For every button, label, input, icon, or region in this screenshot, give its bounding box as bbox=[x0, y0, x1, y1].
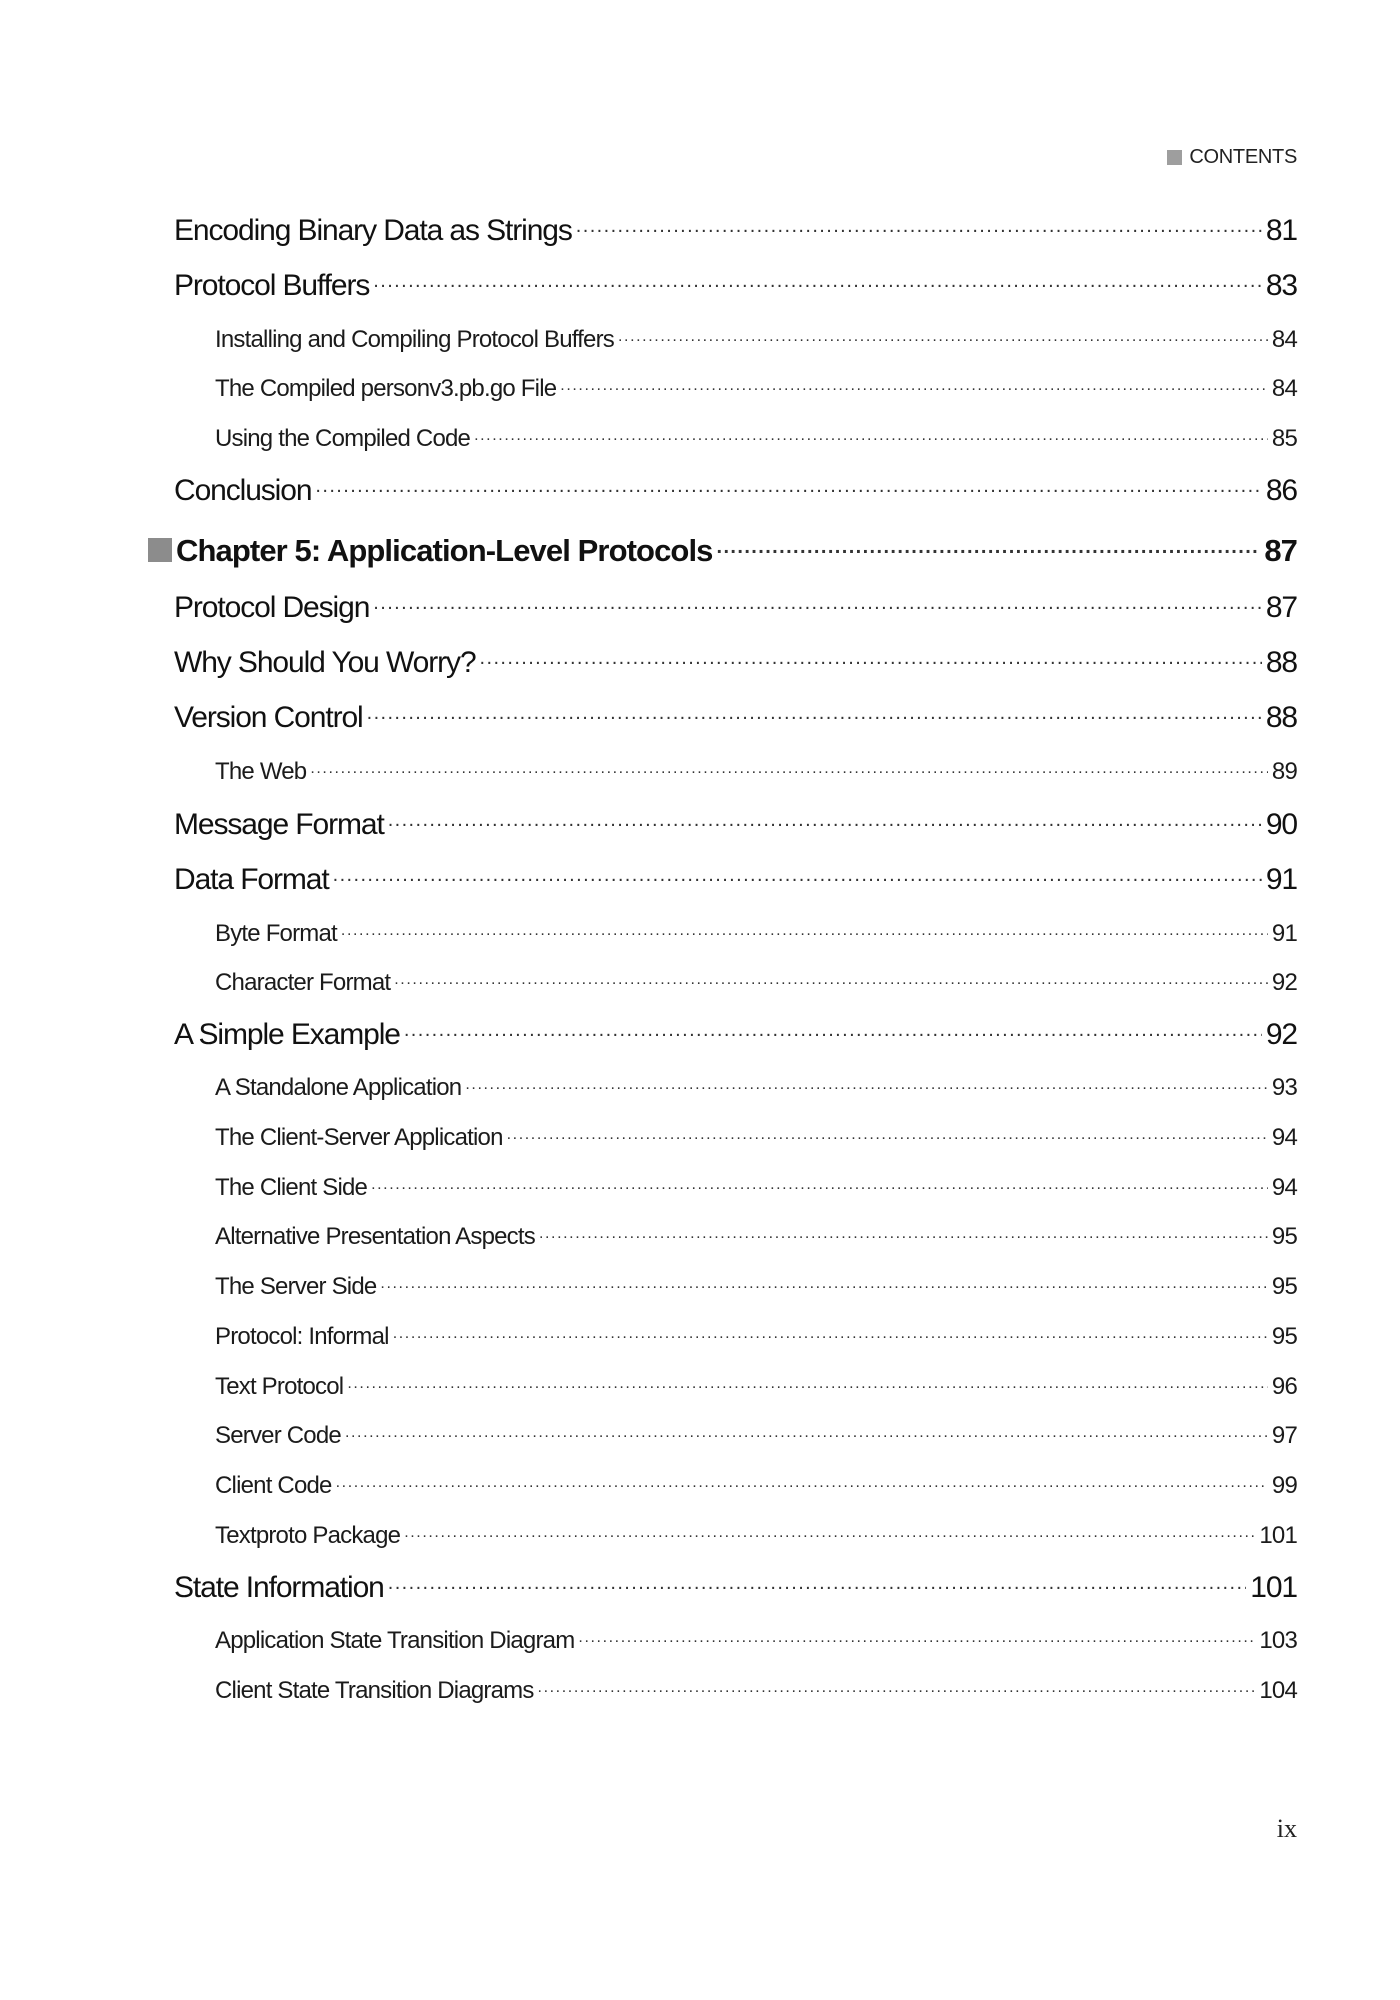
toc-entry-the-web[interactable] bbox=[215, 755, 1297, 786]
toc-entry-title: Encoding Binary Data as Strings bbox=[174, 214, 572, 247]
toc-entry-title: Client Code bbox=[215, 1472, 332, 1499]
dot-leader bbox=[367, 697, 1262, 727]
toc-entry-page: 92 bbox=[1271, 969, 1297, 996]
toc-entry-page: 95 bbox=[1271, 1223, 1297, 1250]
dot-leader bbox=[465, 1071, 1268, 1095]
toc-entry-version-control[interactable] bbox=[174, 697, 1297, 735]
toc-entry-title: The Web bbox=[215, 758, 307, 785]
dot-leader bbox=[371, 1171, 1268, 1195]
toc-entry-title: Alternative Presentation Aspects bbox=[215, 1223, 535, 1250]
toc-entry-page: 83 bbox=[1265, 269, 1297, 302]
dot-leader bbox=[717, 530, 1261, 561]
toc-entry-page: 85 bbox=[1271, 425, 1297, 452]
toc-entry-page: 88 bbox=[1265, 646, 1297, 679]
toc-entry-client-server-application[interactable] bbox=[215, 1121, 1297, 1152]
toc-entry-page: 91 bbox=[1265, 863, 1297, 896]
toc-entry-protocol-informal[interactable] bbox=[215, 1320, 1297, 1351]
toc-entry-title: Message Format bbox=[174, 808, 384, 841]
dot-leader bbox=[388, 1567, 1246, 1597]
toc-entry-title: Conclusion bbox=[174, 474, 312, 507]
toc-entry-chapter-5[interactable] bbox=[148, 530, 1297, 569]
toc-entry-title: The Client-Server Application bbox=[215, 1124, 503, 1151]
toc-entry-title: Text Protocol bbox=[215, 1373, 344, 1400]
dot-leader bbox=[333, 859, 1262, 889]
dot-leader bbox=[393, 1320, 1268, 1344]
toc-entry-title: Application State Transition Diagram bbox=[215, 1627, 575, 1654]
toc-entry-title: Data Format bbox=[174, 863, 329, 896]
header-section-label: CONTENTS bbox=[1189, 146, 1297, 168]
toc-entry-title: The Server Side bbox=[215, 1273, 377, 1300]
dot-leader bbox=[373, 265, 1262, 295]
toc-entry-page: 81 bbox=[1265, 214, 1297, 247]
toc-entry-conclusion[interactable] bbox=[174, 470, 1297, 508]
toc-entry-compiled-file[interactable] bbox=[215, 372, 1297, 403]
toc-entry-title: Client State Transition Diagrams bbox=[215, 1677, 534, 1704]
toc-entry-title: State Information bbox=[174, 1571, 384, 1604]
toc-entry-title: Protocol: Informal bbox=[215, 1323, 389, 1350]
dot-leader bbox=[388, 804, 1262, 834]
toc-entry-page: 96 bbox=[1271, 1373, 1297, 1400]
toc-entry-title: Server Code bbox=[215, 1422, 341, 1449]
toc-entry-title: Version Control bbox=[174, 701, 363, 734]
toc-entry-title: Protocol Buffers bbox=[174, 269, 370, 302]
dot-leader bbox=[538, 1674, 1256, 1698]
toc-entry-title: The Compiled personv3.pb.go File bbox=[215, 375, 557, 402]
toc-entry-title: Protocol Design bbox=[174, 591, 370, 624]
dot-leader bbox=[560, 372, 1268, 396]
dot-leader bbox=[394, 966, 1268, 990]
dot-leader bbox=[345, 1419, 1268, 1443]
toc-entry-title: Using the Compiled Code bbox=[215, 425, 471, 452]
toc-entry-page: 101 bbox=[1259, 1522, 1297, 1549]
toc-entry-why-worry[interactable] bbox=[174, 642, 1297, 680]
toc-entry-simple-example[interactable] bbox=[174, 1014, 1297, 1052]
dot-leader bbox=[618, 323, 1268, 347]
toc-entry-server-side[interactable] bbox=[215, 1270, 1297, 1301]
toc-entry-client-side[interactable] bbox=[215, 1171, 1297, 1202]
toc-entry-text-protocol[interactable] bbox=[215, 1370, 1297, 1401]
toc-entry-title: A Simple Example bbox=[174, 1018, 400, 1051]
toc-entry-page: 103 bbox=[1259, 1627, 1297, 1654]
toc-entry-page: 91 bbox=[1271, 920, 1297, 947]
dot-leader bbox=[341, 917, 1268, 941]
dot-leader bbox=[576, 210, 1262, 240]
dot-leader bbox=[404, 1519, 1255, 1543]
dot-leader bbox=[373, 587, 1262, 617]
toc-entry-title: Chapter 5: Application-Level Protocols bbox=[176, 533, 713, 568]
toc-entry-page: 101 bbox=[1250, 1571, 1297, 1604]
toc-entry-title: Why Should You Worry? bbox=[174, 646, 476, 679]
dot-leader bbox=[380, 1270, 1267, 1294]
toc-entry-application-state-diagram[interactable] bbox=[215, 1624, 1297, 1655]
dot-leader bbox=[480, 642, 1262, 672]
toc-entry-title: Textproto Package bbox=[215, 1522, 401, 1549]
toc-entry-protocol-design[interactable] bbox=[174, 587, 1297, 625]
toc-entry-character-format[interactable] bbox=[215, 966, 1297, 997]
toc-entry-client-code[interactable] bbox=[215, 1469, 1297, 1500]
toc-entry-page: 92 bbox=[1265, 1018, 1297, 1051]
toc-entry-client-state-diagrams[interactable] bbox=[215, 1674, 1297, 1705]
toc-entry-page: 93 bbox=[1271, 1074, 1297, 1101]
toc-entry-title: Byte Format bbox=[215, 920, 337, 947]
toc-entry-page: 90 bbox=[1265, 808, 1297, 841]
toc-entry-page: 95 bbox=[1271, 1323, 1297, 1350]
toc-entry-standalone-application[interactable] bbox=[215, 1071, 1297, 1102]
toc-entry-page: 87 bbox=[1265, 591, 1297, 624]
dot-leader bbox=[336, 1469, 1268, 1493]
toc-entry-server-code[interactable] bbox=[215, 1419, 1297, 1450]
toc-entry-byte-format[interactable] bbox=[215, 917, 1297, 948]
toc-entry-alternative-presentation[interactable] bbox=[215, 1220, 1297, 1251]
page-number: ix bbox=[1276, 1814, 1297, 1843]
toc-entry-message-format[interactable] bbox=[174, 804, 1297, 842]
toc-entry-page: 89 bbox=[1271, 758, 1297, 785]
toc-entry-page: 86 bbox=[1265, 474, 1297, 507]
toc-entry-title: A Standalone Application bbox=[215, 1074, 462, 1101]
dot-leader bbox=[507, 1121, 1268, 1145]
toc-entry-state-information[interactable] bbox=[174, 1567, 1297, 1605]
toc-entry-title: Character Format bbox=[215, 969, 391, 996]
dot-leader bbox=[310, 755, 1268, 779]
toc-entry-using-compiled-code[interactable] bbox=[215, 422, 1297, 453]
running-header bbox=[1167, 146, 1297, 169]
toc-entry-encoding-binary-data[interactable] bbox=[174, 210, 1297, 248]
toc-entry-installing-compiling[interactable] bbox=[215, 323, 1297, 354]
toc-entry-page: 97 bbox=[1271, 1422, 1297, 1449]
dot-leader bbox=[539, 1220, 1268, 1244]
toc-entry-page: 104 bbox=[1259, 1677, 1297, 1704]
chapter-square-icon bbox=[148, 538, 172, 562]
dot-leader bbox=[578, 1624, 1255, 1648]
dot-leader bbox=[315, 470, 1261, 500]
toc-entry-page: 99 bbox=[1271, 1472, 1297, 1499]
dot-leader bbox=[474, 422, 1268, 446]
dot-leader bbox=[404, 1014, 1262, 1044]
toc-entry-page: 94 bbox=[1271, 1174, 1297, 1201]
header-square-icon bbox=[1167, 150, 1182, 165]
toc-entry-data-format[interactable] bbox=[174, 859, 1297, 897]
toc-entry-textproto-package[interactable] bbox=[215, 1519, 1297, 1550]
toc-entry-page: 88 bbox=[1265, 701, 1297, 734]
toc-entry-title: Installing and Compiling Protocol Buffers bbox=[215, 326, 614, 353]
toc-entry-page: 84 bbox=[1271, 375, 1297, 402]
dot-leader bbox=[347, 1370, 1268, 1394]
toc-entry-protocol-buffers[interactable] bbox=[174, 265, 1297, 303]
toc-entry-page: 94 bbox=[1271, 1124, 1297, 1151]
toc-entry-page: 87 bbox=[1264, 533, 1297, 568]
toc-entry-page: 84 bbox=[1271, 326, 1297, 353]
toc-entry-title: The Client Side bbox=[215, 1174, 368, 1201]
toc-entry-page: 95 bbox=[1271, 1273, 1297, 1300]
